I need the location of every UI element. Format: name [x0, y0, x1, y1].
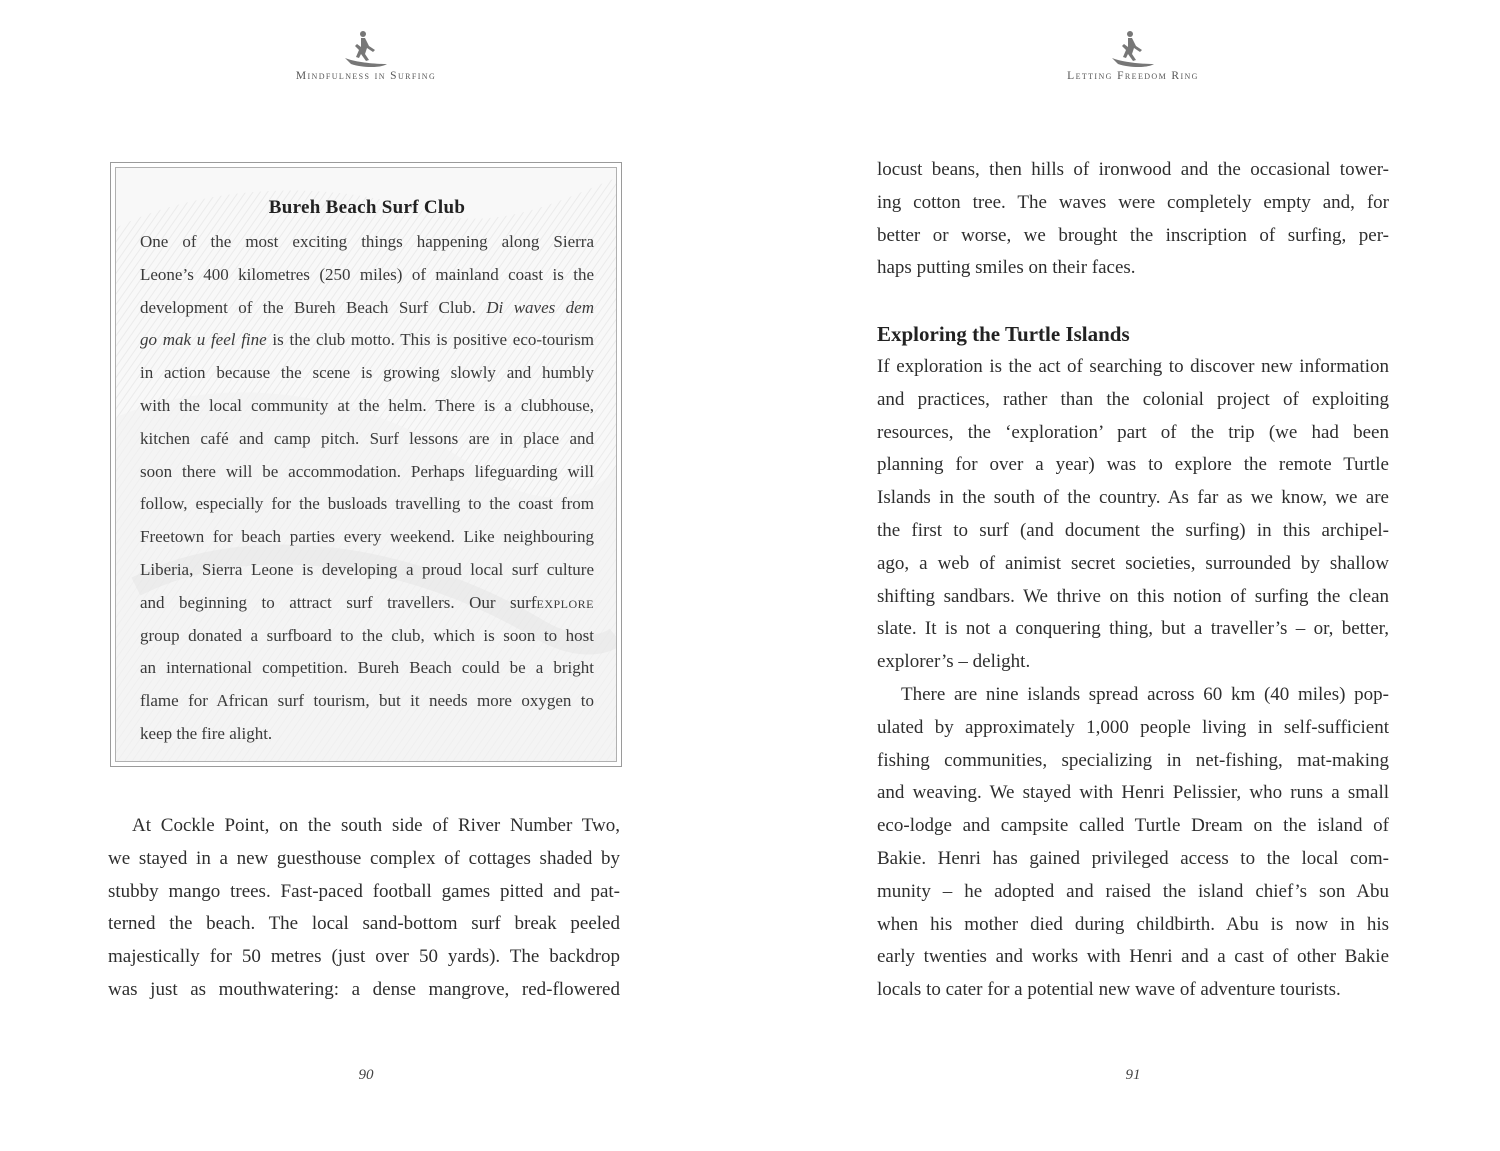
right-body-section: [877, 351, 1389, 1007]
text-line: Liberia, Sierra Leone is developing a proud local surf culture: [140, 559, 594, 579]
text-line: in action because the scene is growing slowly and humbly: [140, 363, 594, 383]
text-line: [140, 292, 594, 325]
running-head: Mindfulness in Surfing: [295, 70, 437, 82]
text-line: the first to surf (and document the surfing) in this archipel-: [877, 519, 1389, 541]
section-heading: Exploring the Turtle Islands: [877, 322, 1130, 346]
sidebar-content: [140, 194, 594, 751]
text-line: follow, especially for the busloads travelling to the coast from: [140, 494, 594, 514]
text-line: [140, 587, 594, 620]
text-line: locals to cater for a potential new wave of adventure tourists.: [877, 979, 1341, 1001]
text-line: and practices, rather than the colonial project of exploiting: [877, 388, 1389, 410]
text-line: better or worse, we brought the inscription of surfing, per-: [877, 224, 1389, 246]
text-line: early twenties and works with Henri and a cast of other Bakie: [877, 946, 1389, 968]
text-span: and beginning to attract surf travellers. Our surf: [140, 592, 537, 612]
text-line: resources, the ‘exploration’ part of the trip (we had been: [877, 421, 1389, 443]
text-line: fishing communities, specializing in net-fishing, mat-making: [877, 749, 1389, 771]
sidebar-title: Bureh Beach Surf Club: [268, 197, 466, 218]
text-line: with the local community at the helm. There is a clubhouse,: [140, 395, 594, 415]
left-body-text: [108, 810, 620, 1007]
sidebar-box: [110, 162, 622, 767]
text-line: Islands in the south of the country. As far as we know, we are: [877, 487, 1389, 509]
text-line: Leone’s 400 kilometres (250 miles) of mainland coast is the: [140, 264, 594, 284]
sidebar-box-inner: [115, 167, 617, 762]
text-line: eco-lodge and campsite called Turtle Dream on the island of: [877, 815, 1389, 837]
italic-motto: Di waves dem: [486, 297, 594, 317]
text-line: If exploration is the act of searching to discover new information: [877, 356, 1389, 377]
text-line: Bakie. Henri has gained privileged access to the local com-: [877, 847, 1389, 869]
text-line: slate. It is not a conquering thing, but a traveller’s – or, better,: [877, 618, 1389, 640]
italic-motto: go mak u feel fine: [140, 330, 267, 350]
text-line: stubby mango trees. Fast-paced football games pitted and pat-: [108, 880, 620, 902]
surfer-logo-icon: [1108, 28, 1158, 70]
text-line: There are nine islands spread across 60 km (40 miles) pop-: [901, 683, 1389, 705]
text-span: is the club motto. This is positive eco-tourism: [272, 330, 594, 350]
text-line: terned the beach. The local sand-bottom surf break peeled: [108, 913, 620, 935]
text-line: group donated a surfboard to the club, which is soon to host: [140, 625, 594, 645]
text-line: At Cockle Point, on the south side of River Number Two,: [132, 815, 620, 836]
text-line: Freetown for beach parties every weekend. Like neighbouring: [140, 527, 594, 547]
text-line: locust beans, then hills of ironwood and the occasional tower-: [877, 159, 1389, 180]
text-line: munity – he adopted and raised the island chief’s son Abu: [877, 880, 1389, 902]
page-number: 90: [358, 1067, 374, 1083]
text-line: planning for over a year) was to explore the remote Turtle: [877, 454, 1389, 476]
text-line: when his mother died during childbirth. Abu is now in his: [877, 913, 1389, 935]
text-line: soon there will be accommodation. Perhaps lifeguarding will: [140, 461, 594, 481]
right-body-top: [877, 154, 1389, 285]
text-line: and weaving. We stayed with Henri Pelissier, who runs a small: [877, 782, 1389, 804]
text-line: flame for African surf tourism, but it needs more oxygen to: [140, 691, 594, 711]
text-line: shifting sandbars. We thrive on this notion of surfing the clean: [877, 585, 1389, 607]
text-line: keep the fire alight.: [140, 723, 273, 743]
sidebar-text: [140, 226, 594, 751]
running-head: Letting Freedom Ring: [1067, 70, 1199, 82]
text-line: ing cotton tree. The waves were completely empty and, for: [877, 191, 1389, 213]
text-line: kitchen café and camp pitch. Surf lessons are in place and: [140, 428, 594, 448]
text-line: we stayed in a new guesthouse complex of cottages shaded by: [108, 847, 620, 869]
text-line: was just as mouthwatering: a dense mangrove, red-flowered: [108, 978, 620, 1000]
page-number: 91: [1125, 1067, 1141, 1083]
text-line: ulated by approximately 1,000 people living in self-sufficient: [877, 716, 1389, 738]
text-line: explorer’s – delight.: [877, 651, 1031, 673]
text-line: haps putting smiles on their faces.: [877, 257, 1136, 279]
text-line: an international competition. Bureh Beach could be a bright: [140, 658, 594, 678]
text-span: development of the Bureh Beach Surf Club.: [140, 297, 476, 317]
smallcaps-brand: explore: [536, 592, 594, 612]
text-line: [140, 324, 594, 357]
text-line: ago, a web of animist secret societies, surrounded by shallow: [877, 552, 1389, 574]
text-line: majestically for 50 metres (just over 50 yards). The backdrop: [108, 946, 620, 968]
surfer-logo-icon: [341, 28, 391, 70]
text-line: One of the most exciting things happening along Sierra: [140, 232, 594, 251]
